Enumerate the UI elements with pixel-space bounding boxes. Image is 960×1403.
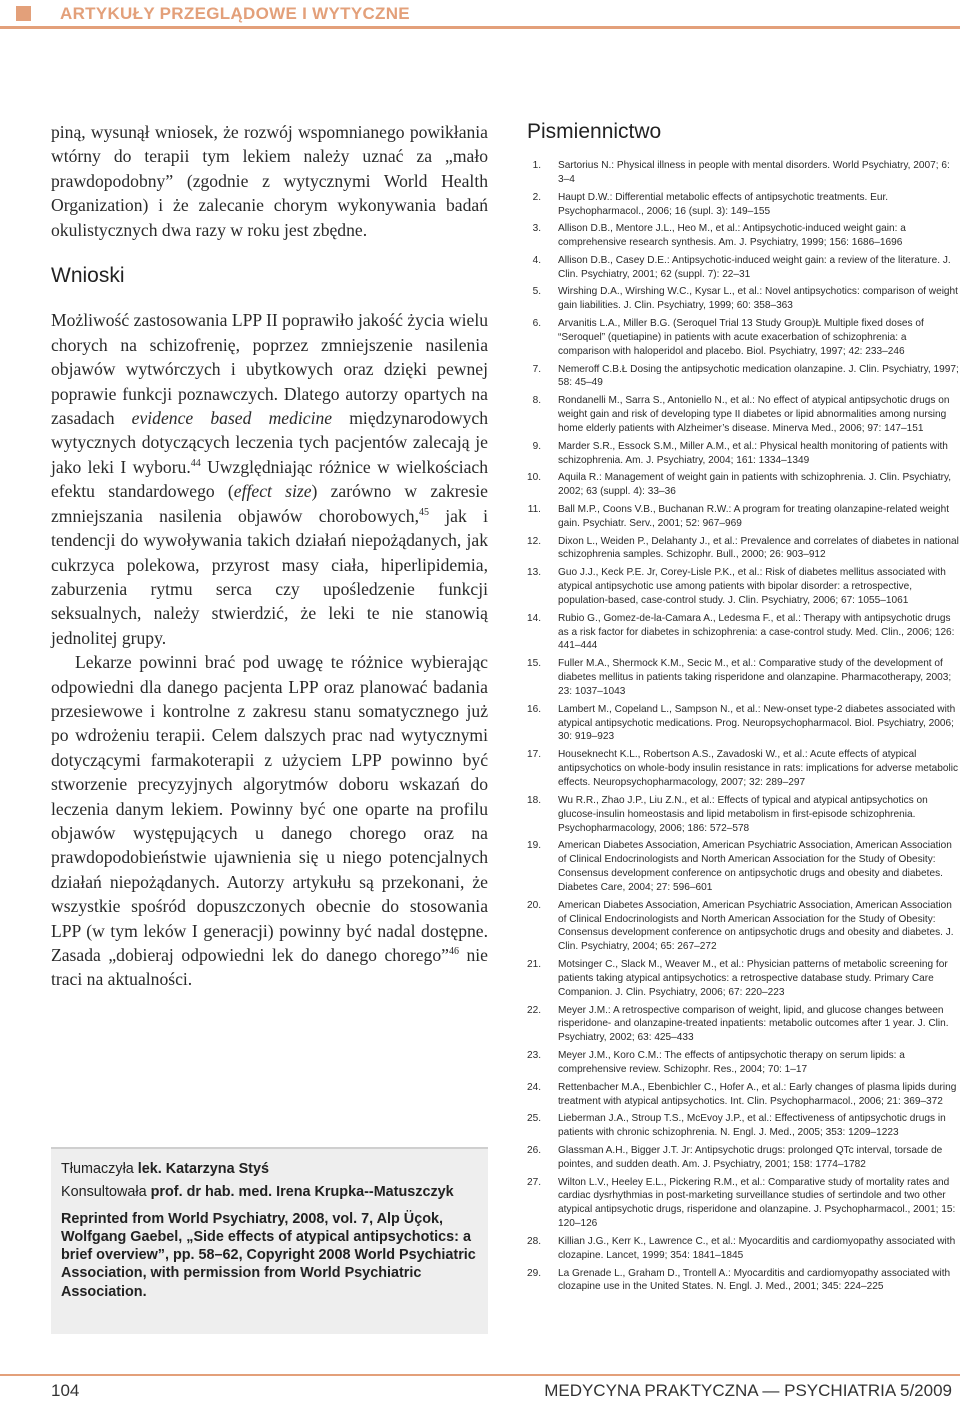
reference-item bbox=[527, 1144, 959, 1172]
footnote-ref: 45 bbox=[418, 506, 429, 518]
reference-text: Rubio G., Gomez-de-la-Camara A., Ledesma F., et al.: Therapy with antipsychotic drugs as a risk factor for diabetes in schizophrenia: a case-control study. Med. Clin., 2006; 126: 441–444 bbox=[558, 612, 955, 652]
reference-item bbox=[527, 503, 959, 531]
reference-text: Meyer J.M., Koro C.M.: The effects of antipsychotic therapy on serum lipids: a comprehensive review. Schizophr. Res., 2004; 70: 1–17 bbox=[558, 1050, 905, 1075]
reference-text: Fuller M.A., Shermock K.M., Secic M., et al.: Comparative study of the development of diabetes mellitus in patients taking risperidone and olanzapine. Pharmacotherapy, 2003; 23: 1037–1043 bbox=[558, 658, 952, 697]
reference-text: Arvanitis L.A., Miller B.G. (Seroquel Trial 13 Study Group)Ł Multiple fixed doses of “Seroquel” (quetiapine) in patients with acute exacerbation of schizophrenia: a comparison with haloperidol and placebo. Biol. Psychiatry, 1997; 42: 233–246 bbox=[558, 318, 924, 357]
reference-item bbox=[527, 899, 959, 955]
reference-text: Aquila R.: Management of weight gain in patients with schizophrenia. J. Clin. Psychiatry, 2002; 63 (suppl. 4): 33–36 bbox=[558, 472, 952, 498]
consultant-line: Konsultowała prof. dr hab. med. Irena Krupka-‑Matuszczyk bbox=[61, 1184, 454, 1201]
reference-item bbox=[527, 159, 959, 187]
intro-paragraph: piną, wysunął wniosek, że rozwój wspomnianego powikłania wtórny do terapii tym lekiem należy uznać za „mało prawdopodobny” (zgodnie z wytycznymi World Health Organization) i że zalecanie chorym wykonywania badań okulistycznych dwa razy w roku jest zbędne. bbox=[51, 122, 488, 240]
reference-item bbox=[527, 657, 959, 699]
translator-line: Tłumaczyła lek. Katarzyna Styś bbox=[61, 1161, 269, 1177]
references-list bbox=[527, 159, 959, 1294]
reference-number: 2. bbox=[532, 191, 541, 203]
reference-item bbox=[527, 958, 959, 1000]
reference-item bbox=[527, 1081, 959, 1109]
references-heading: Pismiennictwo bbox=[527, 120, 662, 143]
footnote-ref: 44 bbox=[190, 457, 201, 469]
header-square-icon bbox=[16, 6, 31, 21]
reference-text: Rettenbacher M.A., Ebenbichler C., Hofer A., et al.: Early changes of plasma lipids during treatment with atypical antipsychotics. Int. Clin. Psychopharmacol., 2006; 21: 369–372 bbox=[558, 1081, 957, 1107]
reference-number: 11. bbox=[527, 503, 541, 515]
reference-number: 12. bbox=[527, 535, 542, 547]
reference-text: Wirshing D.A., Wirshing W.C., Kysar L., et al.: Novel antipsychotics: comparison of weight gain liabilities. J. Clin. Psychiatry, 1999; 60: 358–363 bbox=[558, 286, 958, 312]
section-title: ARTYKUŁY PRZEGLĄDOWE I WYTYCZNE bbox=[60, 4, 410, 23]
reprint-notice: Reprinted from World Psychiatry, 2008, vol. 7, Alp Üçok, Wolfgang Gaebel, „Side effects of atypical antipsychotics: a brief overview”, pp. 58–62, Copyright 2008 World Psychiatric Association, with permission from World Psychiatric Association. bbox=[61, 1210, 476, 1300]
footnote-ref: 46 bbox=[448, 946, 459, 957]
reference-number: 19. bbox=[527, 840, 542, 852]
reference-text: Motsinger C., Slack M., Weaver M., et al.: Physician patterns of metabolic screening for patients taking atypical antipsychotics: a retrospective database study. Primary Care Companion. J. Clin. Psychiatry, 2006; 67: 220–223 bbox=[558, 959, 948, 998]
reference-item bbox=[527, 535, 959, 563]
reference-item bbox=[527, 612, 959, 654]
reference-item bbox=[527, 254, 959, 282]
reference-text: Houseknecht K.L., Robertson A.S., Zavadoski W., et al.: Acute effects of atypical antipsychotics on whole-body insulin resistance in rats: implications for adverse metabolic effects. Neuropsychopharmacology, 2007; 32: 289–297 bbox=[558, 749, 959, 788]
reference-item bbox=[527, 363, 959, 391]
reference-item bbox=[527, 1112, 959, 1140]
reference-item bbox=[527, 748, 959, 790]
reference-text: Glassman A.H., Bigger J.T. Jr: Antipsychotic drugs: prolonged QTc interval, torsade de pointes, and sudden death. Am. J. Psychiatry, 2001; 158: 1774–1782 bbox=[558, 1144, 943, 1170]
reference-text: Guo J.J., Keck P.E. Jr, Corey-Lisle P.K., et al.: Risk of diabetes mellitus associated with atypical antipsychotic use among patients with bipolar disorder: a retrospective, population-based, case-control study. J. Clin. Psychiatry, 2006; 67: 1055–1061 bbox=[558, 567, 946, 606]
reference-text: La Grenade L., Graham D., Trontell A.: Myocarditis and cardiomyopathy associated with clozapine use in the United States. N. Engl. J. Med., 2001; 345: 224–225 bbox=[558, 1267, 951, 1293]
reference-number: 3. bbox=[532, 223, 541, 235]
reference-number: 16. bbox=[527, 703, 542, 715]
reference-text: Nemeroff C.B.Ł Dosing the antipsychotic medication olanzapine. J. Clin. Psychiatry, 1997; 58: 45–49 bbox=[558, 363, 959, 389]
reference-item bbox=[527, 1267, 959, 1295]
conclusions-paragraph-2: Lekarze powinni brać pod uwagę te różnice wybierając odpowiedni dla danego pacjenta LPP oraz planować badania przesiewowe i kontrolne z zakresu stanu somatycznego już po wdrożeniu terapii. Celem dalszych prac nad wytycznymi dotyczącymi farmakoterapii z użyciem LPP powinno być stworzenie precyzyjnych algorytmów doboru wskazań do leczenia danym lekiem. Powinny być one oparte na profilu objawów występujących u danego chorego oraz na prawdopodobieństwie ujawnienia się u niego potencjalnych działań niepożądanych. Autorzy artykułu są przekonani, że wszystkie spośród dopuszczonych obecnie do stosowania LPP (w tym leków I generacji) powinny być nadal dostępne. Zasada „dobieraj odpowiedni lek do danego chorego”$^{46}$ nie traci na aktualności. bbox=[51, 652, 488, 990]
reference-text: Allison D.B., Mentore J.L., Heo M., et al.: Antipsychotic-induced weight gain: a comprehensive research synthesis. Am. J. Psychiatry, 1999; 156: 1686–1696 bbox=[558, 223, 906, 249]
reference-number: 4. bbox=[532, 254, 541, 266]
credits-box bbox=[51, 1147, 488, 1334]
reference-text: Lieberman J.A., Stroup T.S., McEvoy J.P., et al.: Effectiveness of antipsychotic drugs in patients with chronic schizophrenia. N. Engl. J. Med., 2005; 353: 1209–1223 bbox=[558, 1113, 946, 1139]
reference-number: 25. bbox=[527, 1113, 542, 1125]
main-text-column bbox=[51, 120, 488, 992]
reference-number: 7. bbox=[532, 363, 541, 375]
conclusions-paragraph-1: Możliwość zastosowania LPP II poprawiło jakość życia wielu chorych na schizofrenię, poprzez zmniejszenie nasilenia objawów wytwórczych i ubytkowych oraz dzięki pewnej poprawie funkcji poznawczych. Dlatego autorzy opartych na zasadach evidence based medicine międzynarodowych wytycznych dotyczących leczenia tych pacjentów zalecają je jako leki I wyboru.$^{44}$ Uwzględniając różnice w wielkościach efektu standardowego (effect size) zarówno w zakresie zmniejszania nasilenia objawów chorobowych,$^{45}$ jak i tendencji do wywoływania takich działań niepożądanych, jak cukrzyca polekowa, przyrost masy ciała, hiperlipidemia, zaburzenia rytmu serca czy upośledzenie funkcji seksualnych, należy stwierdzić, że leki te nie stanowią jednolitej grupy. bbox=[51, 310, 488, 648]
reference-number: 17. bbox=[527, 749, 542, 761]
reference-number: 10. bbox=[527, 472, 542, 484]
reference-number: 27. bbox=[527, 1176, 542, 1188]
reference-item bbox=[527, 839, 959, 895]
reference-item bbox=[527, 222, 959, 250]
reference-number: 14. bbox=[527, 612, 542, 624]
reference-number: 18. bbox=[527, 794, 542, 806]
reference-text: Allison D.B., Casey D.E.: Antipsychotic-induced weight gain: a review of the literature. J. Clin. Psychiatry, 2001; 62 (suppl. 7): 22–31 bbox=[558, 254, 951, 280]
journal-name: MEDYCYNA PRAKTYCZNA — PSYCHIATRIA 5/2009 bbox=[544, 1381, 952, 1400]
reference-text: Sartorius N.: Physical illness in people with mental disorders. World Psychiatry, 2007; 6: 3–4 bbox=[558, 160, 950, 185]
reference-number: 23. bbox=[527, 1050, 542, 1062]
reference-text: Lambert M., Copeland L., Sampson N., et al.: New-onset type-2 diabetes associated with atypical antipsychotic medications. Prog. Neuropsychopharmacol. Biol. Psychiatry, 2006; 30: 919–923 bbox=[558, 703, 956, 743]
reference-number: 1. bbox=[532, 160, 541, 171]
reference-text: Wu R.R., Zhao J.P., Liu Z.N., et al.: Effects of typical and atypical antipsychotics on glucose-insulin homeostasis and lipid metabolism in first-episode schizophrenia. Psychopharmacology, 2006; 186: 572–578 bbox=[558, 794, 928, 834]
reference-text: American Diabetes Association, American Psychiatric Association, American Association of Clinical Endocrinologists and North American Association for the Study of Obesity: Consensus development conference on antipsychotic drugs and obesity and diabetes. J. Clin. Psychiatry, 2004; 65: 267–272 bbox=[558, 899, 954, 953]
reference-item bbox=[527, 703, 959, 745]
references-column bbox=[527, 120, 959, 1298]
reference-item bbox=[527, 566, 959, 608]
reference-text: Meyer J.M.: A retrospective comparison of weight, lipid, and glucose changes between risperidone- and olanzapine-treated inpatients: metabolic outcomes after 1 year. J. Clin. Psychiatry, 2002; 63: 425–433 bbox=[558, 1004, 949, 1044]
reference-text: Wilton L.V., Heeley E.L., Pickering R.M., et al.: Comparative study of mortality rates and cardiac dysrhythmias in post-marketing surveillance studies of sertindole and two other atypical antipsychotic drugs, risperidone and olanzapine. J. Psychopharmacol., 2001; 15: 120–126 bbox=[558, 1176, 956, 1230]
reference-item bbox=[527, 1049, 959, 1077]
footer-divider bbox=[0, 1374, 960, 1376]
reference-number: 13. bbox=[527, 567, 542, 579]
page-header bbox=[0, 0, 960, 26]
reference-number: 20. bbox=[527, 899, 542, 911]
reference-text: Marder S.R., Essock S.M., Miller A.M., et al.: Physical health monitoring of patients with schizophrenia. Am. J. Psychiatry, 2004; 161: 1334–1349 bbox=[558, 440, 948, 466]
reference-text: Dixon L., Weiden P., Delahanty J., et al.: Prevalence and correlates of diabetes in national schizophrenia samples. Schizophr. Bull., 2000; 26: 903–912 bbox=[558, 535, 959, 561]
reference-number: 8. bbox=[532, 395, 541, 407]
reference-item bbox=[527, 794, 959, 836]
reference-text: Haupt D.W.: Differential metabolic effects of antipsychotic treatments. Eur. Psychopharmacol., 2006; 16 (supl. 3): 149–155 bbox=[558, 191, 889, 217]
reference-number: 15. bbox=[527, 658, 542, 670]
page-number: 104 bbox=[51, 1381, 80, 1400]
reference-item bbox=[527, 471, 959, 499]
reference-item bbox=[527, 440, 959, 468]
header-divider bbox=[0, 26, 960, 29]
reference-item bbox=[527, 1176, 959, 1232]
reference-number: 29. bbox=[527, 1267, 542, 1279]
reference-number: 26. bbox=[527, 1144, 542, 1156]
reference-number: 22. bbox=[527, 1004, 542, 1016]
reference-number: 21. bbox=[527, 959, 542, 971]
reference-item bbox=[527, 1235, 959, 1263]
reference-number: 28. bbox=[527, 1235, 542, 1247]
reference-text: Ball M.P., Coons V.B., Buchanan R.W.: A program for treating olanzapine-related weight gain. Psychiatr. Serv., 2001; 52: 967–969 bbox=[558, 503, 950, 529]
reference-number: 5. bbox=[532, 286, 541, 298]
reference-item bbox=[527, 317, 959, 359]
reference-item bbox=[527, 394, 959, 436]
reference-number: 9. bbox=[532, 440, 541, 452]
reference-text: Rondanelli M., Sarra S., Antoniello N., et al.: No effect of atypical antipsychotic drugs on weight gain and risk of developing type II diabetes or lipid abnormalities among nursing home elderly patients with Alzheimer’s disease. Minerva Med., 2006; 97: 147–151 bbox=[558, 395, 950, 434]
conclusions-heading: Wnioski bbox=[51, 264, 125, 288]
reference-text: American Diabetes Association, American Psychiatric Association, American Association of Clinical Endocrinologists and North American Association for the Study of Obesity: Consensus development conference on antipsychotic drugs and obesity and diabetes. Diabetes Care, 2004; 27: 596–601 bbox=[558, 840, 952, 893]
reference-text: Killian J.G., Kerr K., Lawrence C., et al.: Myocarditis and cardiomyopathy associated with clozapine. Lancet, 1999; 354: 1841–1845 bbox=[558, 1235, 956, 1261]
reference-item bbox=[527, 1004, 959, 1046]
reference-item bbox=[527, 191, 959, 219]
reference-number: 24. bbox=[527, 1081, 542, 1093]
reference-number: 6. bbox=[532, 318, 541, 330]
reference-item bbox=[527, 285, 959, 313]
